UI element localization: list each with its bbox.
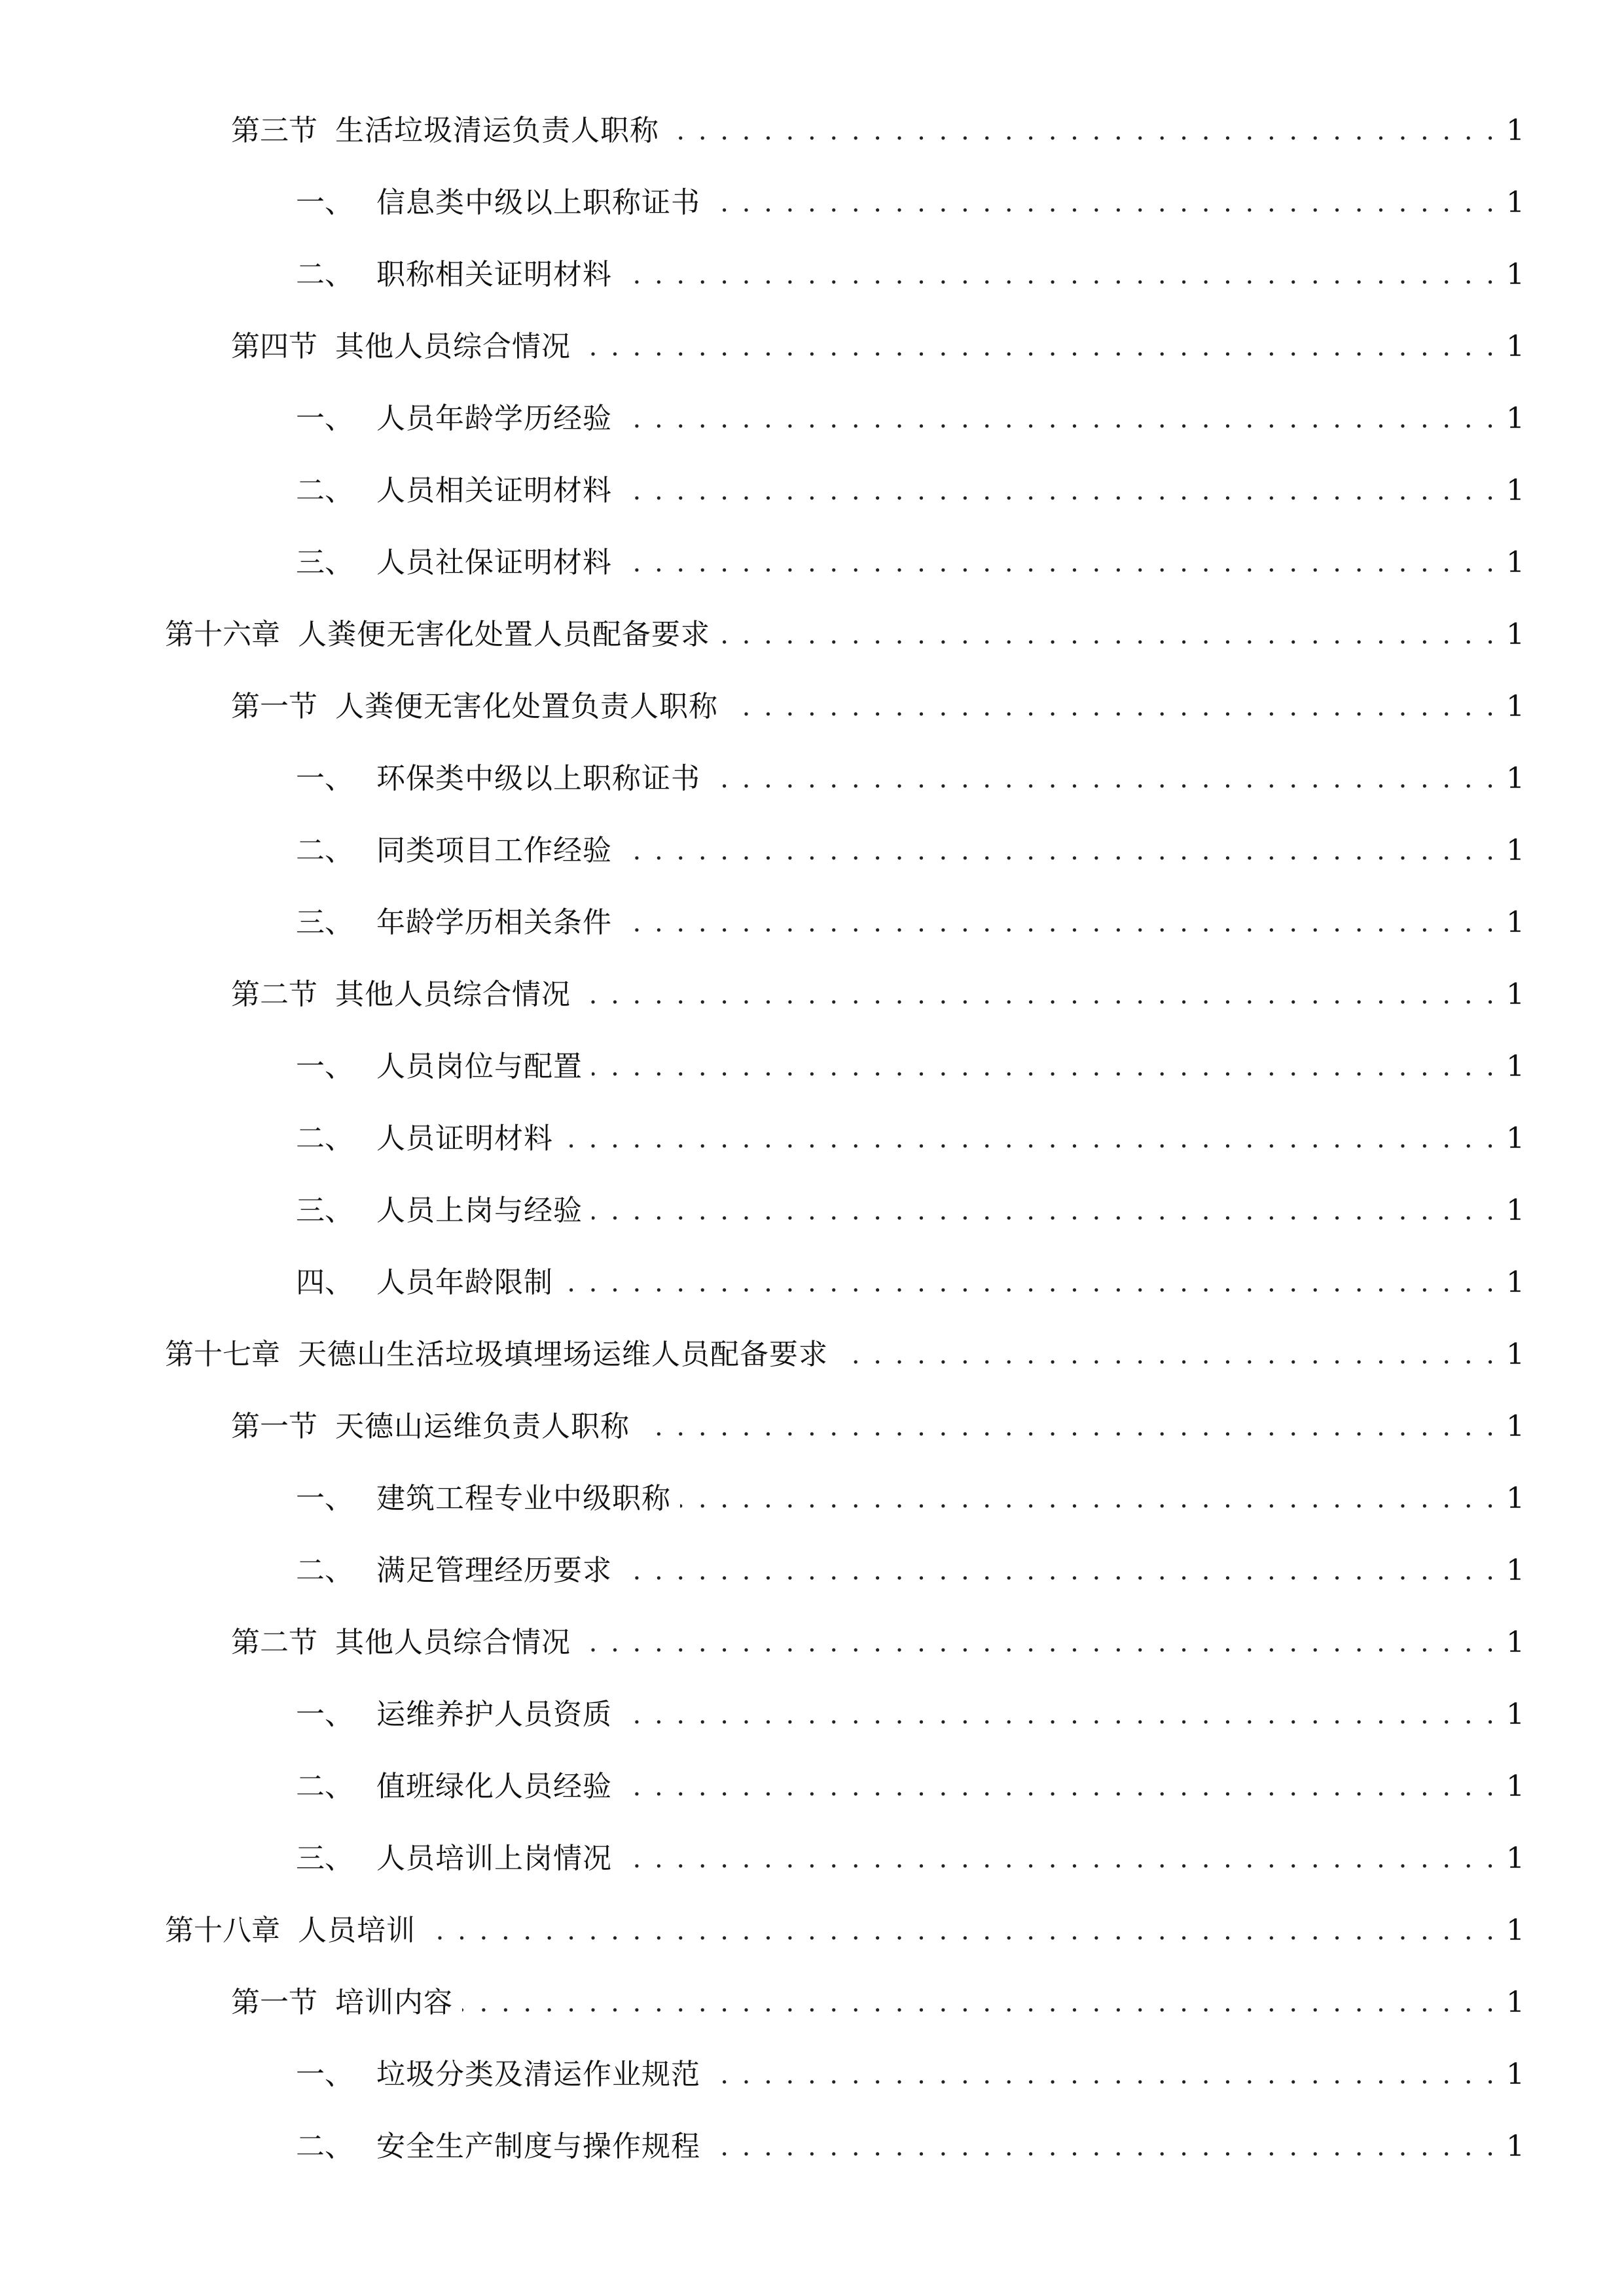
toc-entry-page: 1 xyxy=(1506,1770,1525,1803)
toc-entry-title: 安全生产制度与操作规程 xyxy=(376,2130,700,2163)
dot-leader xyxy=(562,1119,1497,1158)
toc-entry-title: 人粪便无害化处置人员配备要求 xyxy=(298,618,710,651)
toc-entry-title: 满足管理经历要求 xyxy=(376,1554,612,1587)
toc-entry-number: 一、 xyxy=(296,402,353,435)
toc-entry[interactable] xyxy=(0,383,1624,455)
toc-entry-page: 1 xyxy=(1506,762,1525,795)
toc-entry-page: 1 xyxy=(1506,1626,1525,1659)
toc-entry[interactable] xyxy=(0,743,1624,815)
dot-leader xyxy=(562,1263,1497,1302)
toc-entry[interactable] xyxy=(0,1175,1624,1247)
dot-leader xyxy=(710,759,1497,798)
toc-entry[interactable] xyxy=(0,1535,1624,1607)
toc-entry-page: 1 xyxy=(1506,906,1525,939)
dot-leader xyxy=(621,1839,1497,1878)
toc-entry-title: 人员证明材料 xyxy=(376,1122,553,1155)
toc-entry-number: 第三节 xyxy=(231,114,317,147)
toc-entry-number: 第二节 xyxy=(231,978,317,1011)
toc-entry-title: 年龄学历相关条件 xyxy=(376,906,612,939)
toc-entry-page: 1 xyxy=(1506,186,1525,219)
toc-entry-number: 三、 xyxy=(296,1842,353,1875)
toc-entry-number: 第一节 xyxy=(231,1986,317,2019)
toc-entry[interactable] xyxy=(0,1679,1624,1751)
toc-entry-number: 二、 xyxy=(296,834,353,867)
toc-entry-page: 1 xyxy=(1506,834,1525,867)
toc-entry-page: 1 xyxy=(1506,2058,1525,2091)
toc-entry[interactable] xyxy=(0,1103,1624,1175)
toc-entry-number: 二、 xyxy=(296,2130,353,2163)
dot-leader xyxy=(621,255,1497,295)
toc-entry-title: 人员年龄学历经验 xyxy=(376,402,612,435)
toc-entry[interactable] xyxy=(0,167,1624,239)
toc-entry-title: 其他人员综合情况 xyxy=(335,978,571,1011)
toc-entry[interactable] xyxy=(0,311,1624,383)
toc-entry-page: 1 xyxy=(1506,474,1525,507)
toc-entry-number: 一、 xyxy=(296,186,353,219)
toc-entry-number: 一、 xyxy=(296,762,353,795)
toc-entry-page: 1 xyxy=(1506,1482,1525,1515)
toc-entry[interactable] xyxy=(0,1895,1624,1967)
dot-leader xyxy=(710,183,1497,223)
toc-entry-title: 人员培训上岗情况 xyxy=(376,1842,612,1875)
toc-entry[interactable] xyxy=(0,2111,1624,2183)
toc-entry-page: 1 xyxy=(1506,690,1525,723)
toc-entry-page: 1 xyxy=(1506,114,1525,147)
toc-entry-number: 第四节 xyxy=(231,330,317,363)
toc-entry[interactable] xyxy=(0,1607,1624,1679)
table-of-contents xyxy=(0,95,1624,2183)
toc-entry-title: 值班绿化人员经验 xyxy=(376,1770,612,1803)
toc-entry[interactable] xyxy=(0,815,1624,887)
toc-entry[interactable] xyxy=(0,2039,1624,2111)
toc-entry-number: 二、 xyxy=(296,1122,353,1155)
toc-entry-title: 环保类中级以上职称证书 xyxy=(376,762,700,795)
toc-entry-number: 第十八章 xyxy=(165,1914,280,1947)
toc-entry-title: 人员岗位与配置 xyxy=(376,1050,583,1083)
toc-entry-title: 其他人员综合情况 xyxy=(335,330,571,363)
toc-entry-number: 二、 xyxy=(296,1770,353,1803)
toc-entry-page: 1 xyxy=(1506,1842,1525,1875)
toc-entry-title: 人员相关证明材料 xyxy=(376,474,612,507)
toc-entry-number: 第一节 xyxy=(231,690,317,723)
dot-leader xyxy=(425,1911,1497,1950)
toc-entry-page: 1 xyxy=(1506,618,1525,651)
dot-leader xyxy=(592,1191,1497,1230)
toc-entry-page: 1 xyxy=(1506,258,1525,291)
toc-entry[interactable] xyxy=(0,1967,1624,2039)
toc-entry-number: 一、 xyxy=(296,1698,353,1731)
toc-entry[interactable] xyxy=(0,1463,1624,1535)
toc-entry-number: 第一节 xyxy=(231,1410,317,1443)
toc-entry-title: 人粪便无害化处置负责人职称 xyxy=(335,690,718,723)
toc-entry-page: 1 xyxy=(1506,546,1525,579)
toc-entry-number: 第十六章 xyxy=(165,618,280,651)
dot-leader xyxy=(580,327,1497,367)
toc-entry-page: 1 xyxy=(1506,1050,1525,1083)
toc-entry-number: 四、 xyxy=(296,1266,353,1299)
toc-entry-title: 生活垃圾清运负责人职称 xyxy=(335,114,659,147)
toc-entry-title: 人员培训 xyxy=(298,1914,416,1947)
toc-entry-title: 信息类中级以上职称证书 xyxy=(376,186,700,219)
toc-entry[interactable] xyxy=(0,1823,1624,1895)
toc-entry-title: 运维养护人员资质 xyxy=(376,1698,612,1731)
dot-leader xyxy=(592,1047,1497,1086)
dot-leader xyxy=(621,1551,1497,1590)
toc-entry-number: 一、 xyxy=(296,1482,353,1515)
toc-entry-title: 垃圾分类及清运作业规范 xyxy=(376,2058,700,2091)
toc-entry-number: 三、 xyxy=(296,546,353,579)
dot-leader xyxy=(621,903,1497,942)
toc-entry-title: 其他人员综合情况 xyxy=(335,1626,571,1659)
toc-entry-title: 培训内容 xyxy=(335,1986,453,2019)
dot-leader xyxy=(837,1335,1497,1374)
dot-leader xyxy=(710,2055,1497,2094)
toc-entry-page: 1 xyxy=(1506,1986,1525,2019)
toc-entry-title: 天德山运维负责人职称 xyxy=(335,1410,630,1443)
toc-entry-title: 同类项目工作经验 xyxy=(376,834,612,867)
dot-leader xyxy=(621,471,1497,511)
dot-leader xyxy=(621,1767,1497,1806)
toc-entry-title: 天德山生活垃圾填埋场运维人员配备要求 xyxy=(298,1338,828,1371)
dot-leader xyxy=(621,543,1497,583)
toc-entry-page: 1 xyxy=(1506,330,1525,363)
toc-entry[interactable] xyxy=(0,1319,1624,1391)
toc-entry-page: 1 xyxy=(1506,1338,1525,1371)
dot-leader xyxy=(621,1695,1497,1734)
toc-entry-title: 职称相关证明材料 xyxy=(376,258,612,291)
toc-entry[interactable] xyxy=(0,455,1624,527)
toc-entry-number: 三、 xyxy=(296,906,353,939)
dot-leader xyxy=(580,975,1497,1014)
toc-entry-page: 1 xyxy=(1506,1194,1525,1227)
toc-entry[interactable] xyxy=(0,1031,1624,1103)
dot-leader xyxy=(639,1407,1497,1446)
toc-entry-page: 1 xyxy=(1506,2130,1525,2163)
toc-entry[interactable] xyxy=(0,95,1624,167)
toc-entry-number: 二、 xyxy=(296,258,353,291)
toc-entry-number: 二、 xyxy=(296,1554,353,1587)
toc-entry[interactable] xyxy=(0,671,1624,743)
toc-entry-page: 1 xyxy=(1506,1266,1525,1299)
toc-entry[interactable] xyxy=(0,1247,1624,1319)
toc-entry-page: 1 xyxy=(1506,1410,1525,1443)
toc-entry-page: 1 xyxy=(1506,978,1525,1011)
toc-entry-number: 二、 xyxy=(296,474,353,507)
toc-entry[interactable] xyxy=(0,599,1624,671)
toc-entry-title: 人员社保证明材料 xyxy=(376,546,612,579)
toc-entry[interactable] xyxy=(0,1391,1624,1463)
toc-entry-page: 1 xyxy=(1506,402,1525,435)
dot-leader xyxy=(727,687,1497,726)
toc-entry-title: 人员年龄限制 xyxy=(376,1266,553,1299)
toc-entry-page: 1 xyxy=(1506,1122,1525,1155)
dot-leader xyxy=(580,1623,1497,1662)
toc-entry-page: 1 xyxy=(1506,1914,1525,1947)
toc-entry-title: 建筑工程专业中级职称 xyxy=(376,1482,671,1515)
toc-entry-number: 一、 xyxy=(296,1050,353,1083)
toc-entry[interactable] xyxy=(0,239,1624,311)
toc-entry-number: 三、 xyxy=(296,1194,353,1227)
toc-entry[interactable] xyxy=(0,527,1624,599)
dot-leader xyxy=(710,2127,1497,2166)
dot-leader xyxy=(621,399,1497,439)
toc-entry-number: 第二节 xyxy=(231,1626,317,1659)
dot-leader xyxy=(719,615,1497,655)
dot-leader xyxy=(680,1479,1497,1518)
dot-leader xyxy=(462,1983,1497,2022)
toc-entry-page: 1 xyxy=(1506,1554,1525,1587)
dot-leader xyxy=(621,831,1497,870)
dot-leader xyxy=(668,111,1497,151)
toc-entry[interactable] xyxy=(0,959,1624,1031)
toc-entry[interactable] xyxy=(0,1751,1624,1823)
toc-entry-number: 一、 xyxy=(296,2058,353,2091)
toc-entry-title: 人员上岗与经验 xyxy=(376,1194,583,1227)
toc-entry-page: 1 xyxy=(1506,1698,1525,1731)
toc-entry-number: 第十七章 xyxy=(165,1338,280,1371)
toc-entry[interactable] xyxy=(0,887,1624,959)
